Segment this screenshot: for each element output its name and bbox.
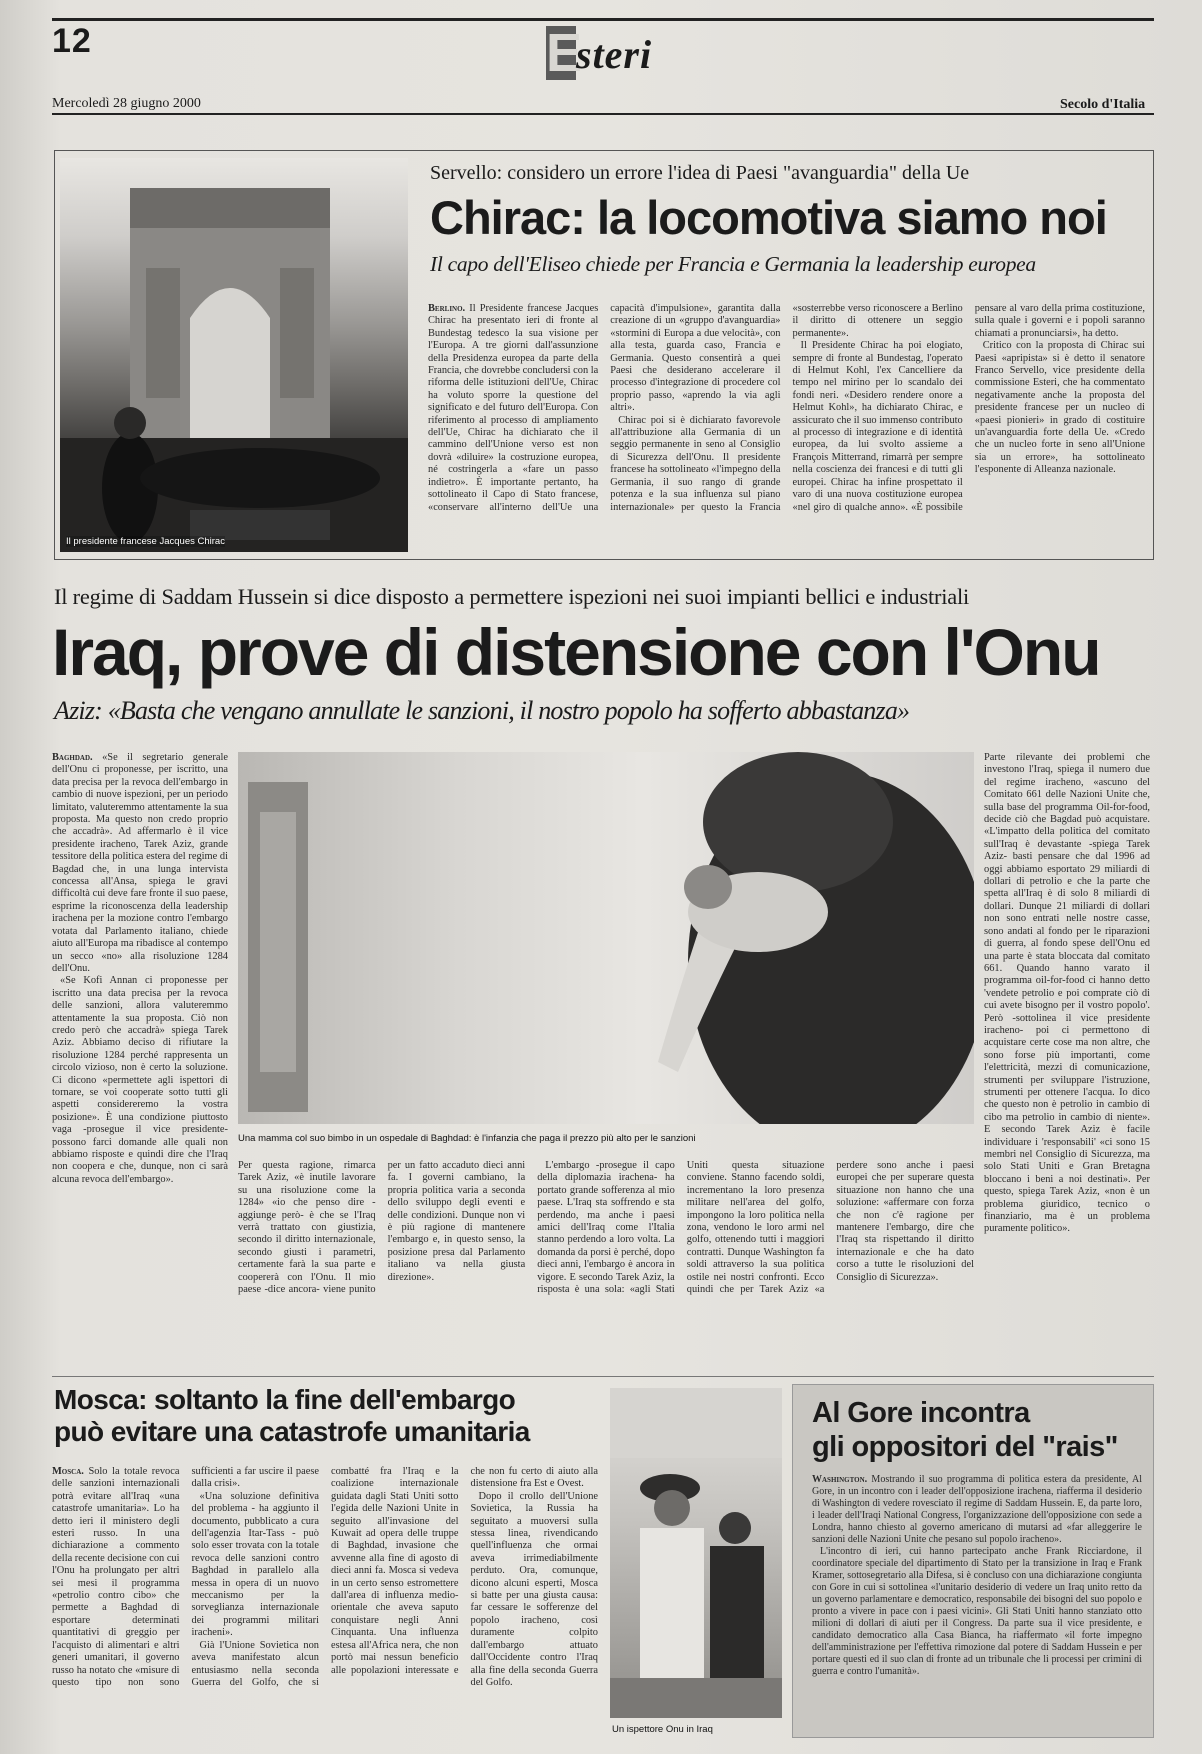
al-gore-paragraph: Washington. Mostrando il suo programma di politica estera da presidente, Al Gore, in un incontro con i leader dell'opposizione irachena, riafferma il desiderio di Washington di vedere rovesciato il regime di Saddam Hussein. E, da parte loro, i leader dell'Iraqi National Congress, l'organizzazione dell'opposizione con sede a Londra, hanno chiesto al governo americano di mutarsi ad «far alleggerire le sanzioni delle Nazioni Unite che pesano sul popolo iracheno».	[812, 1474, 1142, 1545]
section-rest: steri	[576, 32, 653, 77]
chirac-photo	[60, 158, 408, 552]
mother-and-child-illustration	[238, 752, 974, 1124]
iraq-body-middle	[238, 1160, 974, 1356]
mosca-paragraph: Già l'Unione Sovietica non aveva manifestato alcun entusiasmo nella seconda Guerra del Golfo, che si combatté fra l'Iraq e la coalizione internazionale guidata dagli Stati Uniti sotto l'egida delle Nazioni Unite in seguito all'invasione del Kuwait ad opera delle truppe di Baghdad, invasione che avvenne alla fine di agosto di dieci anni fa. Mosca si vedeva in un certo senso estromettere dall'area di influenza medio-orientale che aveva saputo conquistare negli Anni Cinquanta. Una influenza estesa all'Africa nera, che non portò mai nessun beneficio alle popolazioni interessate e che non fu certo di aiuto alla distensione fra Est e Ovest.	[191, 1466, 598, 1688]
section-initial: E	[546, 23, 583, 83]
chirac-paragraph: Chirac poi si è dichiarato favorevole all'attribuzione alla Germania di un seggio permanente in seno al Consiglio di Sicurezza dell'Onu. Il presidente francese ha sottolineato «l'impegno della Germania, il suo rango di grande potenza e la sua influenza sul piano internazionale» per questo la Francia «sosterrebbe verso riconoscere a Berlino il diritto di ottenere un seggio permanente».	[610, 303, 963, 513]
baghdad-photo-caption: Una mamma col suo bimbo in un ospedale di Baghdad: è l'infanzia che paga il prezzo più alto per le sanzioni	[238, 1133, 696, 1144]
iraq-headline: Iraq, prove di distensione con l'Onu	[52, 615, 1100, 689]
al-gore-paragraph: L'incontro di ieri, cui hanno partecipato anche Frank Ricciardone, il coordinatore speciale del dipartimento di Stato per la transizione in Iraq e Frank Kramer, sottosegretario alla Difesa, si è concluso con una dichiarazione congiunta con Gore in cui si sottolinea «l'unitario desiderio di vedere un Iraq unito retto da un governo parlamentare e democratico, responsabile dei bisogni del suo popolo e pronto a vivere in pace con i paesi vicini». Gli Stati Uniti hanno stanziato otto milioni di dollari di aiuti per il Congress. Da parte sua il vice presidente, e candidato democratico alla Casa Bianca, ha riaffermato «il forte impegno dell'amministrazione per l'effettiva rimozione dal potere di Saddam Hussein e per portare questi ed il suo clan di fronte ad un tribunale che li processi per crimini di guerra e contro l'umanità».	[812, 1546, 1142, 1677]
inspectors-illustration	[610, 1388, 782, 1718]
al-gore-headline-line1: Al Gore incontra	[812, 1397, 1030, 1429]
page-number: 12	[52, 22, 92, 60]
iraq-paragraph: Baghdad. «Se il segretario generale dell'Onu ci proponesse, per iscritto, una data precisa per la revoca dell'embargo in cambio di nuove ispezioni, per un periodo limitato, valuteremmo attentamente la sua proposta. Ma questo non credo proprio che accadrà». Ad affermarlo è il vice presidente iracheno, Tarek Aziz, grande tessitore della politica estera del regime di Bagdad che, in una lunga intervista concessa all'Ansa, spiega le gravi difficoltà cui deve fare fronte il suo paese, esprime la riconoscenza della leadership irachena per la mozione contro l'embargo votata dal Parlamento italiano, chiede aiuto all'Europa ma ribadisce al contempo un secco «no» alla risoluzione 1284 dell'Onu.	[52, 752, 228, 974]
chirac-body	[428, 303, 1145, 553]
chirac-paragraph: Critico con la proposta di Chirac sui Paesi «apripista» si è detto il senatore Franco Servello, vice presidente della commissione Esteri, che ha commentato negativamente anche la proposta del presidente francese per un nucleo di «paesi pionieri» in grado di costituire un'avanguardia forte della Ue. «Credo che un nucleo forte in seno all'Unione sia un errore», ha sottolineato l'esponente di Alleanza nazionale.	[974, 340, 1145, 476]
mosca-paragraph: «Una soluzione definitiva del problema - ha aggiunto il documento, pubblicato a cura dell'agenzia Itar-Tass - può solo esser trovata con la totale revoca delle sanzioni contro Baghdad in parallelo alla messa in opera di un nuovo meccanismo per la sorveglianza internazionale dei programmi militari iracheni».	[191, 1490, 319, 1639]
mosca-headline-line1: Mosca: soltanto la fine dell'embargo	[54, 1384, 516, 1415]
arc-de-triomphe-illustration	[60, 158, 408, 552]
section-divider	[52, 1376, 1154, 1377]
section-title	[546, 23, 653, 86]
issue-date: Mercoledì 28 giugno 2000	[52, 96, 201, 111]
mosca-paragraph: Mosca. Solo la totale revoca delle sanzioni internazionali potrà evitare all'Iraq «una catastrofe umanitaria». Lo ha detto ieri il ministero degli esteri russo. In una dichiarazione a commento della recente decisione con cui l'Onu ha prolungato per altri sei mesi il programma «petrolio contro cibo» che permette a Baghdad di esportare determinati quantitativi di greggio per l'acquisto di alimentari e altri generi umanitari, il governo russo ha notato che «misure di questo tipo non sono sufficienti a far uscire il paese dalla crisi».	[52, 1466, 319, 1688]
mosca-paragraph: Dopo il crollo dell'Unione Sovietica, la Russia ha seguitato a muoversi sulla stessa linea, rivendicando quell'influenza che ormai aveva irrimediabilmente perduto. Ora, comunque, dicono alcuni esperti, Mosca si batte per una giusta causa: far cessare le sofferenze del popolo iracheno, così duramente colpito dall'embargo attuato dall'Occidente contro l'Iraq alla fine della seconda Guerra del Golfo.	[470, 1490, 598, 1688]
iraq-subheadline: Aziz: «Basta che vengano annullate le sanzioni, il nostro popolo ha sofferto abbastanza»	[54, 696, 910, 725]
chirac-paragraph: Il Presidente Chirac ha poi elogiato, sempre di fronte al Bundestag, l'operato di Helmut Kohl, l'ex Cancelliere da tempo nel mirino per lo scandalo dei fondi neri. «Desidero rendere onore a Helmut Kohl», ha dichiarato Chirac, e assicurato che il suo immenso contributo al processo di integrazione e di identità europea, da lui svolto assieme a François Mitterrand, rimarrà per sempre nella coscienza dei francesi e di tutti gli europei. Chirac ha infine prospettato il varo di una nuova costituzione europea «nel giro di qualche anno». «È possibile pensare al varo della prima costituzione, sulla quale i governi e i popoli saranno chiamati a pronunciarsi», ha detto.	[792, 303, 1145, 513]
un-inspector-photo	[610, 1388, 782, 1718]
iraq-body-left	[52, 752, 228, 1357]
al-gore-headline	[812, 1396, 1118, 1464]
paper-name: Secolo d'Italia	[1060, 97, 1146, 112]
iraq-dateline: Baghdad.	[52, 752, 93, 763]
mosca-dateline: Mosca.	[52, 1466, 84, 1477]
iraq-kicker: Il regime di Saddam Hussein si dice disposto a permettere ispezioni nei suoi impianti bellici e industriali	[54, 584, 970, 609]
al-gore-body	[812, 1474, 1142, 1730]
mosca-body	[52, 1466, 598, 1736]
al-gore-dateline: Washington.	[812, 1474, 868, 1485]
baghdad-hospital-photo	[238, 752, 974, 1124]
iraq-paragraph: Per questa ragione, rimarca Tarek Aziz, «è inutile lavorare su una risoluzione come la 1284» «io che penso dire -aggiunge però- è che se l'Iraq verrà trattato con giustizia, secondo il diritto internazionale, secondo giusti i parametri, certamente farà la sua parte e coopererà con l'Onu. Il mio paese -dice ancora- viene punito per un fatto accaduto dieci anni fa. I governi cambiano, la propria politica varia a seconda dello sviluppo degli eventi e delle condizioni. Dunque non vi è più ragione di mantenere l'embargo e, in questo senso, la posizione presa dal Parlamento italiano va nella giusta direzione».	[238, 1160, 526, 1296]
iraq-paragraph: L'embargo -prosegue il capo della diplomazia irachena- ha portato grande sofferenza al mio paese. L'Iraq sta soffrendo e sta perdendo, ma anche i paesi amici dell'Iraq come l'Italia stanno perdendo a loro volta. La domanda da porsi è perché, dopo dieci anni, l'embargo è ancora in vigore. E secondo Tarek Aziz, la risposta è una sola: «agli Stati Uniti questa situazione conviene. Stanno facendo soldi, incrementano la loro presenza militare nell'area del golfo, impongono la loro politica nella zona, vendono le loro armi nel golfo, ottenendo tutti i maggiori contratti. Dunque Washington fa soldi attraverso la sua politica ostile nei nostri confronti. Ecco quindi che per Tarek Aziz «a perdere sono anche i paesi europei che per superare questa situazione non hanno che una soluzione: «affermare con forza che non c'è ragione per mantenere l'embargo, dire che l'Iraq sta rispettando il diritto internazionale e che ha dato corso a tutte le risoluzioni del Consiglio di Sicurezza».	[537, 1160, 974, 1296]
mosca-headline-line2: può evitare una catastrofe umanitaria	[54, 1416, 530, 1447]
chirac-subheadline: Il capo dell'Eliseo chiede per Francia e Germania la leadership europea	[430, 252, 1036, 276]
al-gore-headline-line2: gli oppositori del "rais"	[812, 1431, 1118, 1463]
chirac-kicker: Servello: considero un errore l'idea di Paesi "avanguardia" della Ue	[430, 162, 970, 184]
iraq-body-right	[984, 752, 1150, 1357]
chirac-photo-caption: Il presidente francese Jacques Chirac	[66, 536, 225, 547]
chirac-dateline: Berlino.	[428, 303, 466, 314]
top-rule	[52, 18, 1154, 21]
chirac-headline: Chirac: la locomotiva siamo noi	[430, 191, 1107, 244]
masthead-rule	[52, 113, 1154, 115]
mosca-headline	[54, 1384, 530, 1448]
iraq-paragraph: «Se Kofi Annan ci proponesse per iscritto una data precisa per la revoca delle sanzioni, allora valuteremmo attentamente la sua proposta. Ciò non credo però che accadrà» spiega Tarek Aziz. Abbiamo deciso di rifiutare la risoluzione 1284 perché rappresenta un circolo vizioso, non è certo la soluzione. Ci dicono «permettete agli ispettori di tornare, se voi cooperate sotto tutti gli aspetti considereremo la vostra posizione». È una condizione piuttosto vaga -prosegue il vice presidente- possono farci domande alle quali non abbiamo risposte e quindi dire che l'Iraq non coopera e che, dunque, non ci sarà alcuna revoca dell'embargo».	[52, 975, 228, 1185]
un-inspector-caption: Un ispettore Onu in Iraq	[612, 1724, 713, 1735]
chirac-paragraph: Berlino. Il Presidente francese Jacques Chirac ha presentato ieri di fronte al Bundestag tedesco la sua visione per l'Europa. A tre giorni dall'assunzione della Presidenza europea da parte della Francia, che dovrebbe concludersi con la riforma delle istituzioni dell'Ue, Chirac ha voluto sporre la questione del significato e del futuro dell'Europa. Con riferimento al processo di ampliamento dell'Ue, Chirac ha dichiarato che il cammino dell'Unione verso est non dovrà «diluire» la costruzione europea, né costringerla a «fare un passo indietro». È importante pertanto, ha sottolineato il Capo di Stato francese, «conservare all'interno dell'Ue una capacità d'impulsione», garantita dalla creazione di un «gruppo d'avanguardia» «stormini di Europa a due velocità», con alla testa, guarda caso, Francia e Germania. Questo consentirà a quei Paesi che desiderano accelerare il processo d'integrazione di procedere col proprio passo, «aprendo la via agli altri».	[428, 303, 781, 513]
iraq-paragraph: Parte rilevante dei problemi che investono l'Iraq, spiega il numero due del regime iracheno, «ascuno del Comitato 661 delle Nazioni Unite che, sulla base del programma Oil-for-food, decide ciò che Bagdad può acquistare. «L'impatto della politica del comitato sull'Iraq è devastante -spiega Tarek Aziz- basti pensare che dal 1996 ad oggi abbiamo esportato 29 miliardi di dollari di petrolio e che la parte che spetta all'Iraq è di solo 8 miliardi di dollari. Dunque 21 miliardi di dollari non sono entrati nelle nostre casse, sono andati al fondo per le riparazioni di guerra, al fondo spese dell'Onu ed una parte è stata bloccata dal comitato 661. Quando hanno varato il programma oil-for-food ci hanno detto 'vendete petrolio e poi comprate ciò di cui avete bisogno per il vostro popolo'. Però -sottolinea il vice presidente iracheno- poi ci permettono di acquistare certe cose ma non altre, che sono forse più importanti, come l'elettricità, mezzi di comunicazione, strumenti per sviluppare l'istruzione, strumenti per ottenere l'acqua. Io dico che questo non è petrolio in cambio di cibo ma petrolio in cambio di niente». E secondo Tarek Aziz è facile individuare i 'responsabili' «ci sono 15 membri nel Consiglio di Sicurezza, ma solo Stati Uniti e Gran Bretagna bloccano i beni a noi destinati». Per questo, spiega Tarek Aziz, «non è un problema giuridico, tecnico o finanziario, ma è un problema puramente politico».	[984, 752, 1150, 1235]
